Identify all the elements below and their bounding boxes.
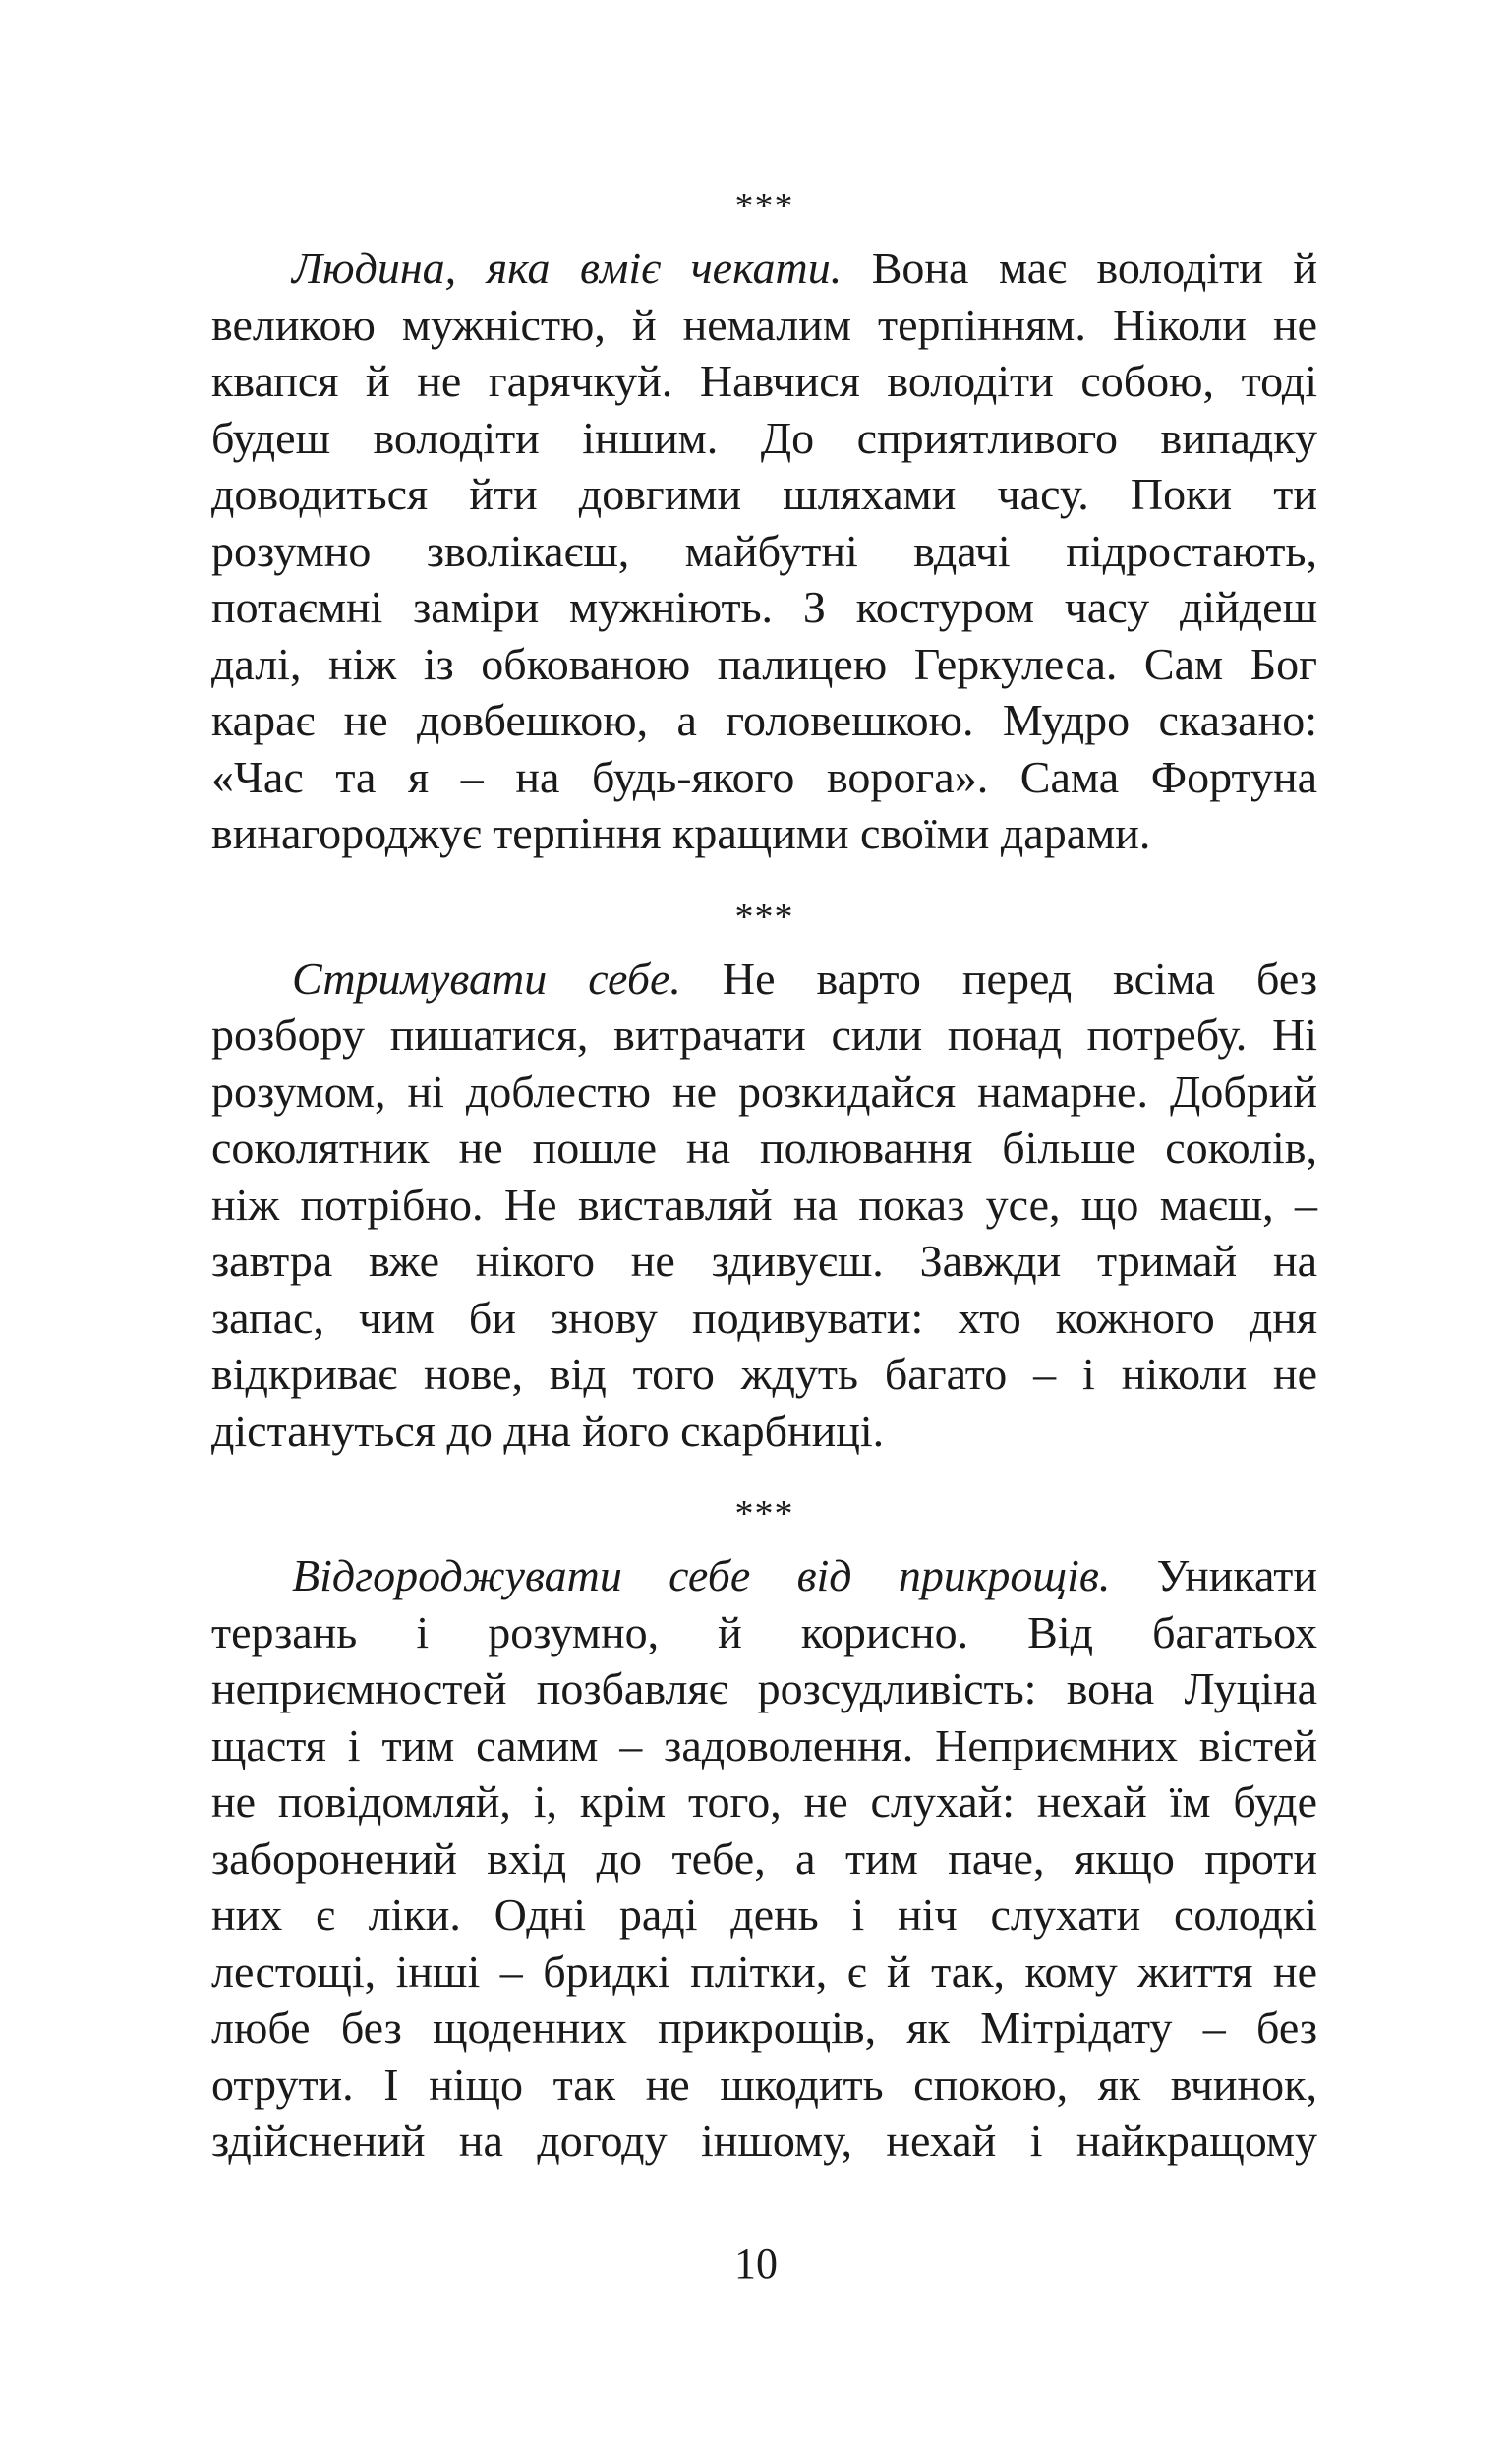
paragraph	[211, 240, 1317, 862]
paragraph-lead-italic: Людина, яка вміє чекати.	[292, 243, 843, 293]
paragraph-line: Відгороджувати себе від прикрощів. Уникати	[292, 1550, 1317, 1600]
paragraph-lead-italic: Відгороджувати себе від прикрощів.	[292, 1550, 1111, 1600]
paragraph-line: відкриває нове, від того ждуть багато – і ніколи не	[211, 1349, 1317, 1399]
paragraph-line: винагороджує терпіння кращими своїми дарами.	[211, 808, 1151, 858]
section-1	[211, 187, 1317, 862]
paragraph-line: далі, ніж із обкованою палицею Геркулеса. Сам Бог	[211, 638, 1317, 689]
section-2	[211, 898, 1317, 1460]
paragraph-line: Стримувати себе. Не варто перед всіма без	[292, 953, 1317, 1004]
paragraph-line: любе без щоденних прикрощів, як Мітрідату – без	[211, 2002, 1317, 2053]
paragraph-line: доводиться йти довгими шляхами часу. Поки ти	[211, 469, 1317, 519]
paragraph-line: здійснений на догоду іншому, нехай і найкращому	[211, 2116, 1317, 2166]
paragraph-line: розумом, ні доблестю не розкидайся намарне. Добрий	[211, 1066, 1317, 1117]
paragraph-line: квапся й не гарячкуй. Навчися володіти собою, тоді	[211, 356, 1317, 406]
section-3	[211, 1494, 1317, 2170]
page-number: 10	[734, 2239, 778, 2288]
paragraph-line: завтра вже нікого не здивуєш. Завжди тримай на	[211, 1236, 1317, 1286]
section-separator: ***	[734, 186, 794, 227]
paragraph-line: карає не довбешкою, а головешкою. Мудро сказано:	[211, 695, 1317, 745]
section-separator: ***	[734, 1493, 794, 1535]
paragraph-line: великою мужністю, й немалим терпінням. Ніколи не	[211, 299, 1317, 350]
paragraph-line: ніж потрібно. Не виставляй на показ усе, що маєш, –	[211, 1179, 1317, 1230]
paragraph-line: розумно зволікаєш, майбутні вдачі підростають,	[211, 525, 1317, 576]
paragraph-line: неприємностей позбавляє розсудливість: вона Луціна	[211, 1663, 1317, 1713]
paragraph-line: «Час та я – на будь-якого ворога». Сама Фортуна	[211, 751, 1317, 802]
paragraph-line: заборонений вхід до тебе, а тим паче, якщо проти	[211, 1832, 1317, 1884]
paragraph-line: щастя і тим самим – задоволення. Неприємних вістей	[211, 1719, 1317, 1770]
paragraph-line: розбору пишатися, витрачати сили понад потребу. Ні	[211, 1010, 1317, 1060]
paragraph-line: будеш володіти іншим. До сприятливого випадку	[211, 412, 1317, 463]
section-separator: ***	[734, 896, 794, 938]
paragraph-line: дістануться до дна його скарбниці.	[211, 1405, 885, 1456]
paragraph-line: потаємні заміри мужніють. З костуром часу дійдеш	[211, 582, 1317, 632]
paragraph-line: соколятник не пошле на полювання більше соколів,	[211, 1123, 1317, 1173]
book-page	[211, 187, 1317, 2205]
paragraph-line: них є ліки. Одні раді день і ніч слухати солодкі	[211, 1889, 1317, 1940]
paragraph-line: Людина, яка вміє чекати. Вона має володіти й	[292, 243, 1317, 293]
paragraph-line: не повідомляй, і, крім того, не слухай: нехай їм буде	[211, 1776, 1317, 1827]
paragraph	[211, 951, 1317, 1460]
paragraph-line: отрути. І ніщо так не шкодить спокою, як вчинок,	[211, 2059, 1317, 2110]
paragraph-line: лестощі, інші – бридкі плітки, є й так, кому життя не	[211, 1945, 1317, 1997]
paragraph-line: запас, чим би знову подивувати: хто кожного дня	[211, 1292, 1317, 1343]
paragraph-lead-italic: Стримувати себе.	[292, 953, 681, 1004]
paragraph-line: терзань і розумно, й корисно. Від багатьох	[211, 1606, 1317, 1657]
paragraph	[211, 1547, 1317, 2170]
